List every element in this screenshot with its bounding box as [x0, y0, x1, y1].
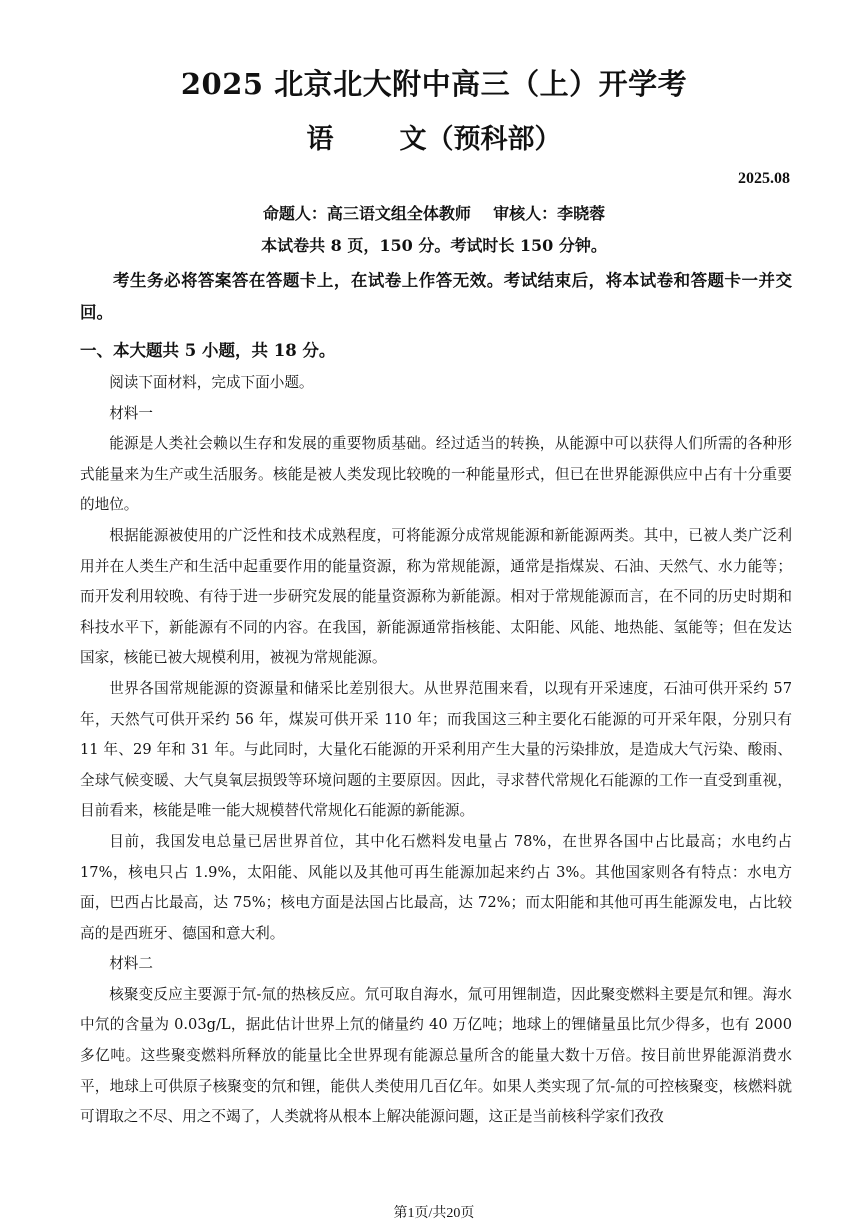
material1-label: 材料一: [109, 404, 153, 422]
exam-authors: 命题人：高三语文组全体教师 审核人：李晓蓉: [262, 204, 606, 223]
subject-title-left: 语: [306, 124, 334, 155]
material1-paragraph: 根据能源被使用的广泛性和技术成熟程度，可将能源分成常规能源和新能源两类。其中，已被人类广泛利用并在人类生产和生活中起重要作用的能量资源，称为常规能源，通常是指煤炭、石油、天然气、水力能等；而开发利用较晚、有待于进一步研究发展的能量资源称为新能源。相对于常规能源而言，在不同的历史时期和科技水平下，新能源有不同的内容。在我国，新能源通常指核能、太阳能、风能、地热能、氢能等；但在发达国家，核能已被大规模利用，被视为常规能源。: [80, 526, 792, 667]
material1-paragraph: 世界各国常规能源的资源量和储采比差别很大。从世界范围来看，以现有开采速度，石油可供开采约 57 年，天然气可供开采约 56 年，煤炭可供开采 110 年；而我国这三种主要化石能源的可开采年限，分别只有 11 年、29 年和 31 年。与此同时，大量化石能源的开采利用产生大量的污染排放，是造成大气污染、酸雨、全球气候变暖、大气臭氧层损毁等环境问题的主要原因。因此，寻求替代常规化石能源的工作一直受到重视，目前看来，核能是唯一能大规模替代常规化石能源的新能源。: [80, 679, 792, 820]
exam-date: 2025.08: [738, 170, 790, 187]
subject-title: [0, 117, 868, 156]
section-heading: 一、本大题共 5 小题，共 18 分。: [80, 341, 336, 360]
material2-label: 材料二: [109, 955, 153, 973]
material1-paragraph: 目前，我国发电总量已居世界首位，其中化石燃料发电量占 78%，在世界各国中占比最高；水电约占 17%，核电只占 1.9%，太阳能、风能以及其他可再生能源加起来约占 3%。其他国家则各有特点：水电方面，巴西占比最高，达 75%；核电方面是法国占比最高，达 72%；而太阳能和其他可再生能源发电，占比较高的是西班牙、德国和意大利。: [80, 832, 792, 942]
exam-title: 2025 北京北大附中高三（上）开学考: [180, 67, 688, 101]
exam-info: 本试卷共 8 页，150 分。考试时长 150 分钟。: [261, 236, 607, 255]
subject-title-right: 文（预科部）: [399, 124, 562, 155]
page-number: 第1页/共20页: [393, 1206, 475, 1221]
exam-notice: 考生务必将答案答在答题卡上，在试卷上作答无效。考试结束后，将本试卷和答题卡一并交回。: [80, 271, 792, 322]
instruction-text: 阅读下面材料，完成下面小题。: [109, 374, 314, 391]
material2-paragraph: 核聚变反应主要源于氘-氚的热核反应。氘可取自海水，氚可用锂制造，因此聚变燃料主要是氘和锂。海水中氘的含量为 0.03g/L，据此估计世界上氘的储量约 40 万亿吨；地球上的锂储量虽比氘少得多，也有 2000 多亿吨。这些聚变燃料所释放的能量比全世界现有能源总量所含的能量大数十万倍。按目前世界能源消费水平，地球上可供原子核聚变的氘和锂，能供人类使用几百亿年。如果人类实现了氘-氚的可控核聚变，核燃料就可谓取之不尽、用之不竭了，人类就将从根本上解决能源问题，这正是当前核科学家们孜孜: [80, 985, 792, 1126]
reading-material: [80, 368, 792, 1133]
material1-paragraph: 能源是人类社会赖以生存和发展的重要物质基础。经过适当的转换，从能源中可以获得人们所需的各种形式能量来为生产或生活服务。核能是被人类发现比较晚的一种能量形式，但已在世界能源供应中占有十分重要的地位。: [80, 435, 792, 514]
